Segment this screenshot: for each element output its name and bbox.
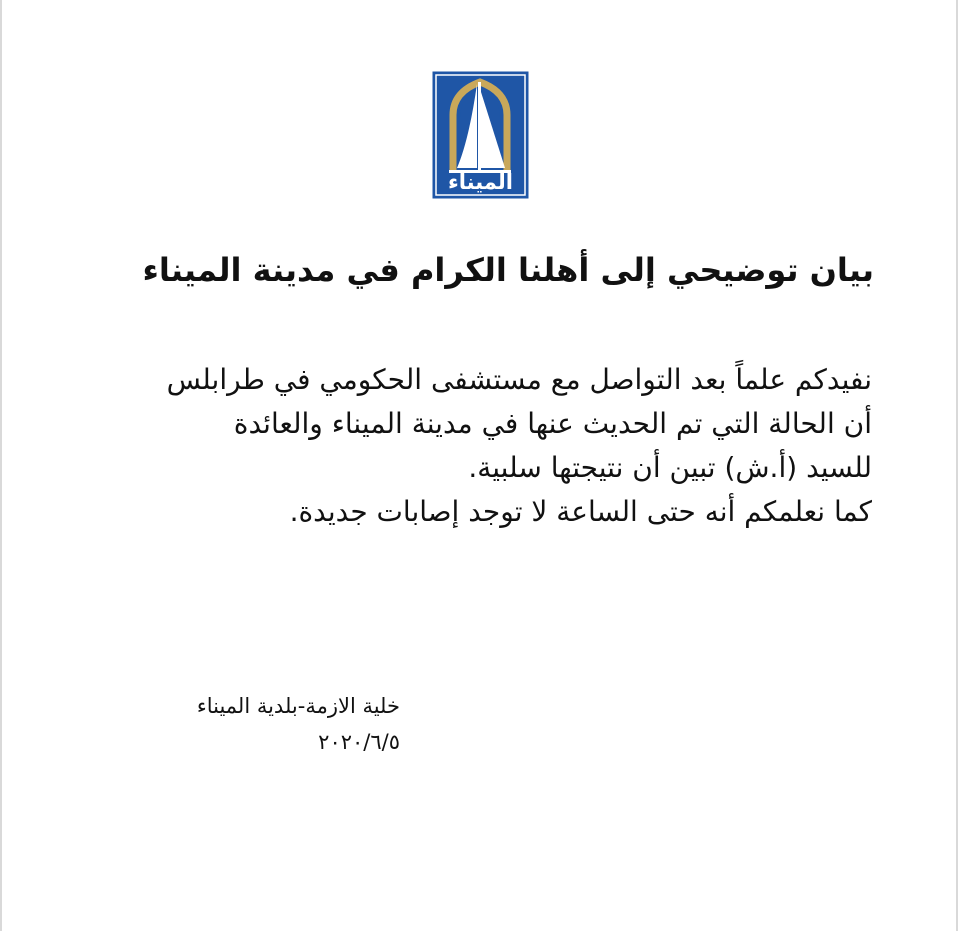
signature-date: ٢٠٢٠/٦/٥ [318, 730, 400, 754]
statement-body [112, 358, 872, 534]
body-line: للسيد (أ.ش) تبين أن نتيجتها سلبية. [468, 451, 872, 484]
page-title: بيان توضيحي إلى أهلنا الكرام في مدينة الميناء [142, 251, 874, 289]
body-line: كما نعلمكم أنه حتى الساعة لا توجد إصابات جديدة. [289, 495, 872, 528]
body-line: نفيدكم علماً بعد التواصل مع مستشفى الحكومي في طرابلس [166, 363, 872, 396]
signature-org: خلية الازمة-بلدية الميناء [196, 694, 400, 718]
signature-block [197, 688, 400, 760]
municipality-logo [431, 70, 530, 200]
logo-text: الميناء [448, 170, 513, 194]
body-line: أن الحالة التي تم الحديث عنها في مدينة الميناء والعائدة [233, 407, 872, 440]
